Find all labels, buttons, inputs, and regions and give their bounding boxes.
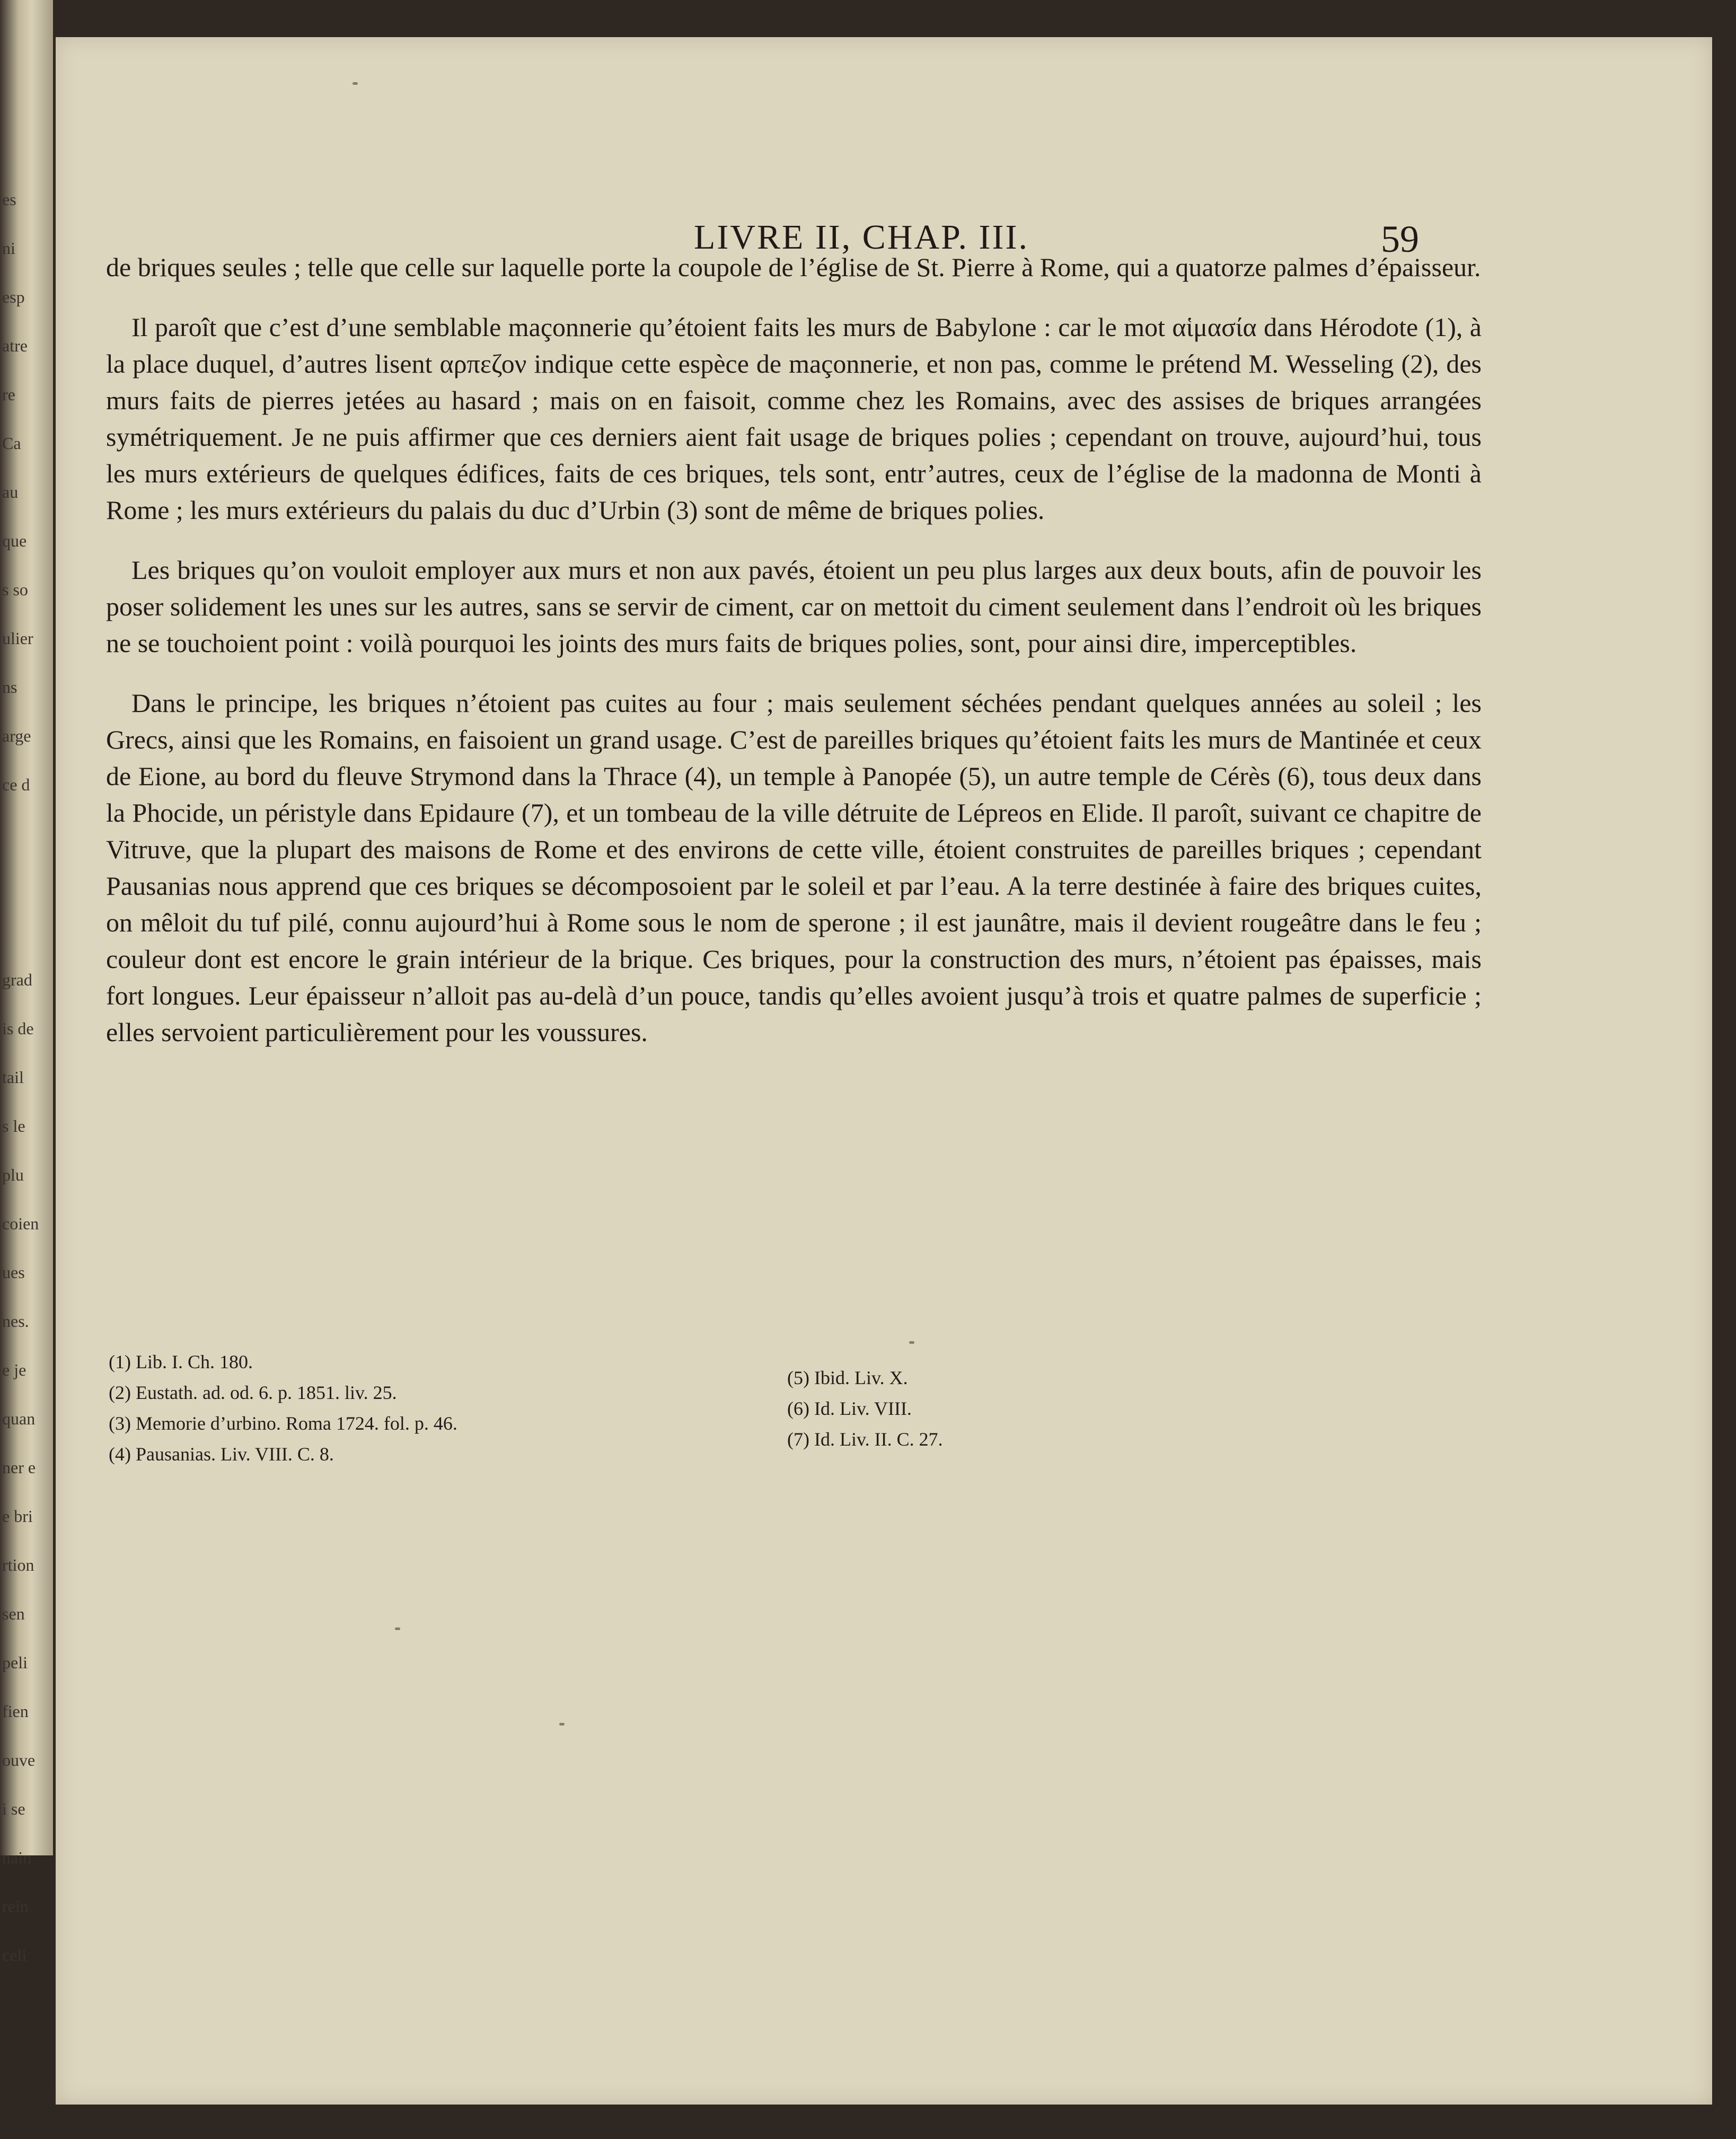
book-page (56, 37, 1712, 2105)
facing-page-edge (0, 0, 53, 1965)
paragraph: Il paroît que c’est d’une semblable maçonnerie qu’étoient faits les murs de Babylone : car le mot αἱμασία dans Hérodote (1), à la place duquel, d’autres lisent αρπεζον indique cette espèce de maçonnerie, et non pas, comme le prétend M. Wesseling (2), des murs faits de pierres jetées au hasard ; mais on en faisoit, comme chez les Romains, avec des assises de briques arrangées symétriquement. Je ne puis affirmer que ces derniers aient fait usage de briques polies ; cependant on trouve, aujourd’hui, tous les murs extérieurs de quelques édifices, faits de ces briques, tels sont, entr’autres, ceux de l’église de la madonna de Monti à Rome ; les murs extérieurs du palais du duc d’Urbin (3) sont de même de briques polies. (106, 312, 1482, 525)
paragraph: Dans le principe, les briques n’étoient pas cuites au four ; mais seulement séchées pendant quelques années au soleil ; les Grecs, ainsi que les Romains, en faisoient un grand usage. C’est de pareilles briques qu’étoient faits les murs de Mantinée et ceux de Eione, au bord du fleuve Strymond dans la Thrace (4), un temple à Panopée (5), un autre temple de Cérès (6), tous deux dans la Phocide, un péristyle dans Epidaure (7), et un tombeau de la ville détruite de Lépreos en Elide. Il paroît, suivant ce chapitre de Vitruve, que la plupart des maisons de Rome et des environs de cette ville, étoient construites de pareilles briques ; cependant Pausanias nous apprend que ces briques se décomposoient par le soleil et par l’eau. A la terre destinée à faire des briques cuites, on mêloit du tuf pilé, connu aujourd’hui à Rome sous le nom de sperone ; il est jaunâtre, mais il devient rougeâtre dans le feu ; couleur dont est encore le grain intérieur de la brique. Ces briques, pour la construction des murs, n’étoient pas épaisses, mais fort longues. Leur épaisseur n’alloit pas au-delà d’un pouce, tandis qu’elles avoient jusqu’à trois et quatre palmes de superficie ; elles servoient particulièrement pour les voussures. (106, 688, 1482, 1047)
footnotes (109, 1346, 1487, 1516)
page-header (56, 180, 1712, 260)
paper-speck (353, 82, 358, 85)
footnote: (7) Id. Liv. II. C. 27. (787, 1429, 943, 1450)
paper-speck (395, 1627, 400, 1630)
facing-page-text-fragments: es ni esp atre re Ca au que s so ulier ns arge ce d grad is de tail s le plu coien ues nes. e je quan ner e e bri rtion sen peli fien ouve i se nain rein celi (2, 190, 39, 1965)
paper-speck (909, 1341, 914, 1344)
footnote: (4) Pausanias. Liv. VIII. C. 8. (109, 1443, 334, 1465)
body-text (106, 249, 1482, 1074)
paragraph: de briques seules ; telle que celle sur laquelle porte la coupole de l’église de St. Pierre à Rome, qui a quatorze palmes d’épaisseur. (106, 252, 1481, 282)
paragraph: Les briques qu’on vouloit employer aux murs et non aux pavés, étoient un peu plus larges aux deux bouts, afin de pouvoir les poser solidement les unes sur les autres, sans se servir de ciment, car on mettoit du ciment seulement dans l’endroit où les briques ne se touchoient point : voilà pourquoi les joints des murs faits de briques polies, sont, pour ainsi dire, imperceptibles. (106, 555, 1482, 658)
footnote: (3) Memorie d’urbino. Roma 1724. fol. p. 46. (109, 1413, 457, 1434)
paper-speck (559, 1723, 565, 1726)
running-title: LIVRE II, CHAP. III. (694, 218, 1029, 257)
footnotes-right-column (787, 1362, 1317, 1455)
footnotes-left-column (109, 1346, 745, 1469)
footnote: (1) Lib. I. Ch. 180. (109, 1351, 253, 1372)
footnote: (2) Eustath. ad. od. 6. p. 1851. liv. 25. (109, 1382, 397, 1403)
footnote: (6) Id. Liv. VIII. (787, 1398, 912, 1419)
footnote: (5) Ibid. Liv. X. (787, 1367, 908, 1388)
page-number: 59 (1381, 218, 1419, 260)
